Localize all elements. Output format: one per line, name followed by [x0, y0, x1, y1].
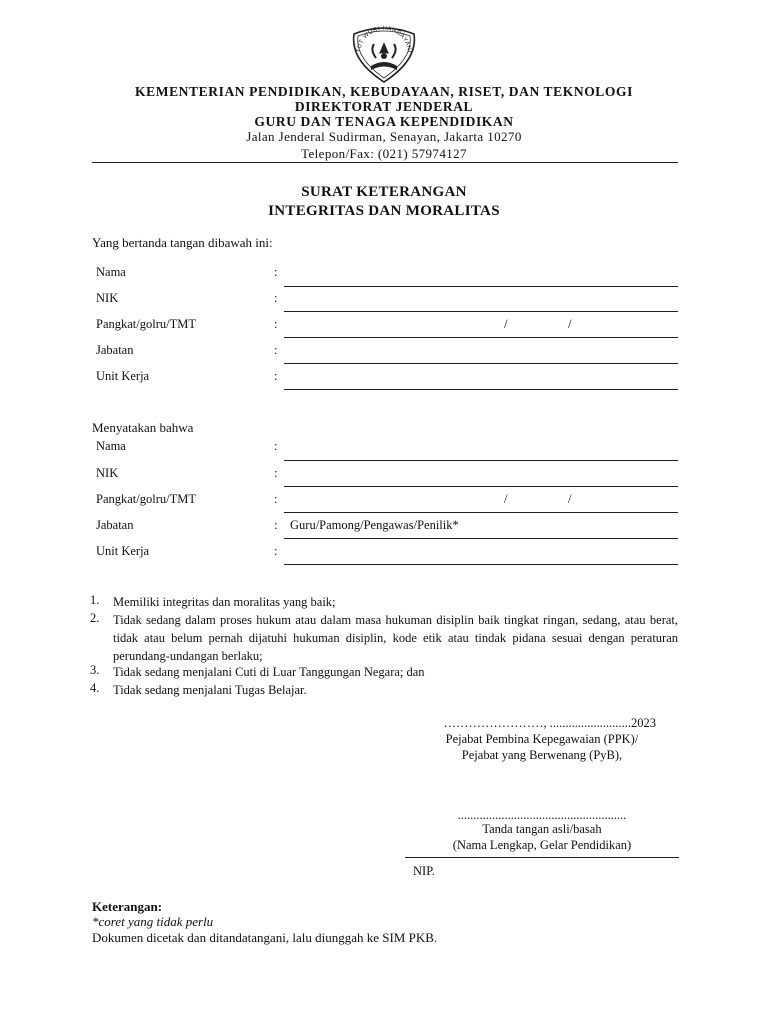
statement-number: 3. — [90, 663, 100, 677]
signature-note: Tanda tangan asli/basah — [482, 822, 602, 836]
s1-unit-kerja-field[interactable] — [284, 389, 678, 390]
s1-nama-field[interactable] — [284, 286, 678, 287]
notes-heading: Keterangan: — [92, 899, 163, 914]
letterhead-divider — [92, 162, 678, 163]
colon: : — [274, 369, 278, 383]
section1-intro: Yang bertanda tangan dibawah ini: — [92, 235, 273, 250]
s2-pangkat-field[interactable] — [284, 512, 678, 513]
s2-nik-field[interactable] — [284, 486, 678, 487]
slash: / — [568, 317, 572, 331]
document-title-line1: SURAT KETERANGAN — [301, 184, 467, 200]
colon: : — [274, 492, 278, 506]
s1-jabatan-field[interactable] — [284, 363, 678, 364]
s1-pangkat-field[interactable] — [284, 337, 678, 338]
directorate-name: GURU DAN TENAGA KEPENDIDIKAN — [254, 114, 514, 129]
s1-label-unit-kerja: Unit Kerja — [96, 369, 150, 383]
address: Jalan Jenderal Sudirman, Senayan, Jakarta 10270 — [246, 129, 522, 144]
statement-number: 4. — [90, 681, 100, 695]
tut-wuri-handayani-logo — [346, 20, 422, 86]
colon: : — [274, 265, 278, 279]
statement-item: Tidak sedang menjalani Cuti di Luar Tanggungan Negara; dan — [113, 665, 425, 679]
s1-label-jabatan: Jabatan — [96, 343, 134, 357]
statement-item: Tidak sedang menjalani Tugas Belajar. — [113, 683, 307, 697]
phone-fax: Telepon/Fax: (021) 57974127 — [301, 146, 467, 161]
colon: : — [274, 439, 278, 453]
svg-text:TUT WURI HANDAYANI: TUT WURI HANDAYANI — [355, 25, 412, 54]
statement-item: Memiliki integritas dan moralitas yang baik; — [113, 595, 336, 609]
statement-number: 1. — [90, 593, 100, 607]
s1-label-pangkat: Pangkat/golru/TMT — [96, 317, 196, 331]
s2-jabatan-field[interactable] — [284, 538, 678, 539]
statement-number: 2. — [90, 611, 100, 625]
slash: / — [504, 492, 508, 506]
signature-dots: ...................................................... — [457, 808, 627, 822]
official-role-pyb: Pejabat yang Berwenang (PyB), — [461, 748, 623, 762]
place-date: ……………………, ..........................2023 — [443, 716, 656, 730]
s2-label-nama: Nama — [96, 439, 126, 453]
s1-label-nik: NIK — [96, 291, 119, 305]
slash: / — [504, 317, 508, 331]
s2-nama-field[interactable] — [284, 460, 678, 461]
s2-label-jabatan: Jabatan — [96, 518, 134, 532]
s2-label-nik: NIK — [96, 466, 119, 480]
ministry-name: KEMENTERIAN PENDIDIKAN, KEBUDAYAAN, RISET, DAN TEKNOLOGI — [135, 84, 633, 99]
directorate-general: DIREKTORAT JENDERAL — [294, 99, 474, 114]
s2-jabatan-value: Guru/Pamong/Pengawas/Penilik* — [290, 518, 459, 532]
colon: : — [274, 466, 278, 480]
name-note: (Nama Lengkap, Gelar Pendidikan) — [452, 838, 632, 852]
s2-unit-kerja-field[interactable] — [284, 564, 678, 565]
nip-label: NIP. — [413, 864, 435, 878]
s2-label-pangkat: Pangkat/golru/TMT — [96, 492, 196, 506]
colon: : — [274, 291, 278, 305]
s1-label-nama: Nama — [96, 265, 126, 279]
section2-intro: Menyatakan bahwa — [92, 420, 194, 435]
colon: : — [274, 544, 278, 558]
s1-nik-field[interactable] — [284, 311, 678, 312]
notes-upload-instruction: Dokumen dicetak dan ditandatangani, lalu diunggah ke SIM PKB. — [92, 930, 438, 945]
slash: / — [568, 492, 572, 506]
notes-strike-instruction: *coret yang tidak perlu — [92, 914, 214, 929]
colon: : — [274, 518, 278, 532]
official-role-ppk: Pejabat Pembina Kepegawaian (PPK)/ — [445, 732, 639, 746]
statement-item: Tidak sedang dalam proses hukum atau dalam masa hukuman disiplin baik tingkat ringan, sedang, atau berat, tidak atau belum pernah dijatuhi hukuman disiplin, kode etik atau tindak pidana sesuai dengan peraturan perundang-undangan berlaku; — [113, 613, 678, 663]
document-title-line2: INTEGRITAS DAN MORALITAS — [268, 203, 500, 219]
s2-label-unit-kerja: Unit Kerja — [96, 544, 150, 558]
colon: : — [274, 317, 278, 331]
colon: : — [274, 343, 278, 357]
signature-underline — [405, 857, 679, 858]
